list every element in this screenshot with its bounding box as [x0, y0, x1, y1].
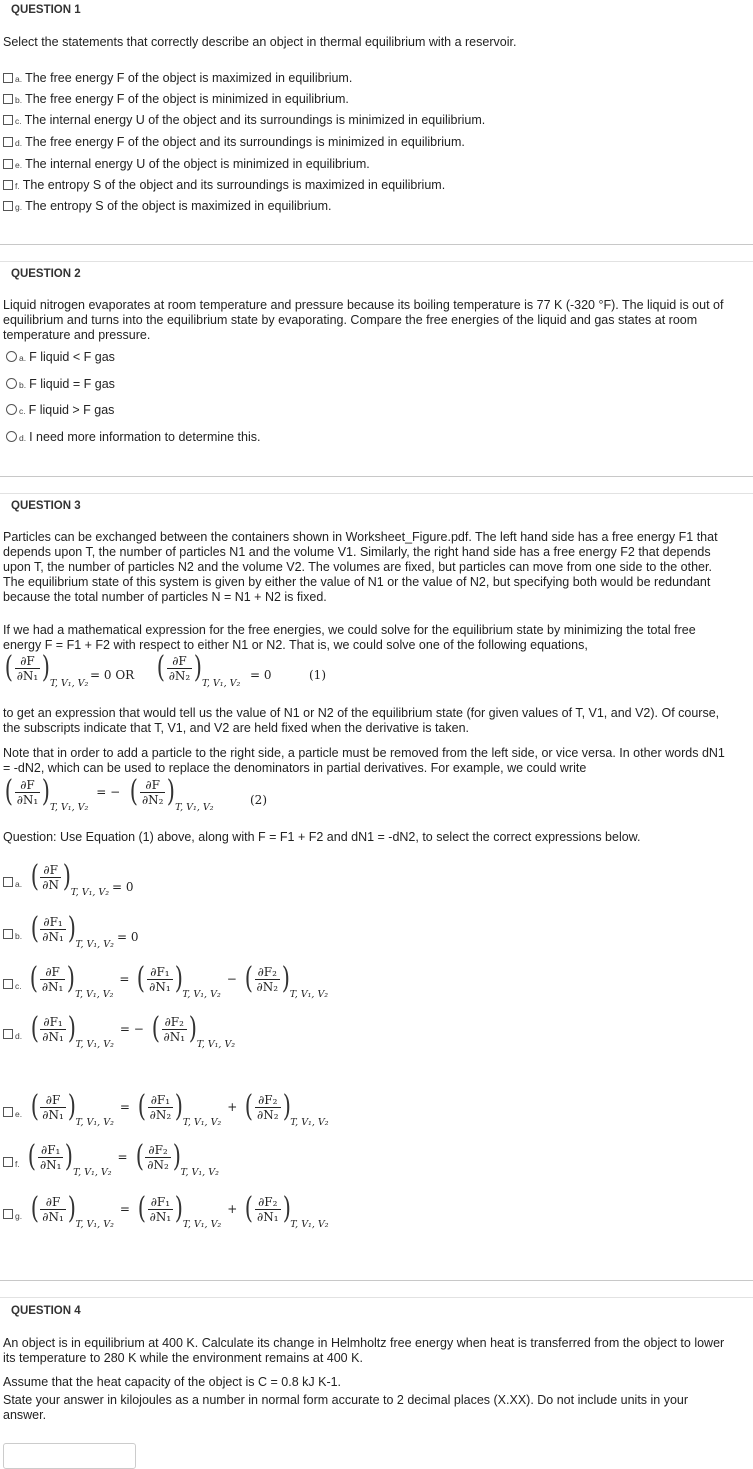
q3-option-e[interactable]: e. ( $\frac{\partial F}{\text{∂N₁}}$ )T, V₁, V₂ = ( $\frac{\text{∂F₁}}{\text{∂N₂}}$ )T, V₁, V₂ + ( $\frac{\text{∂F₂}}{\text{∂N₂}}$ )T, V₁, V₂	[3, 1098, 329, 1114]
radio-button[interactable]	[6, 431, 17, 442]
option-text: The entropy S of the object and its surroundings is maximized in equilibrium.	[22, 178, 446, 192]
checkbox[interactable]	[3, 115, 13, 125]
checkbox[interactable]	[3, 73, 13, 83]
q1-option-g[interactable]	[3, 198, 331, 214]
question-3-title: QUESTION 3	[11, 500, 81, 512]
checkbox[interactable]	[3, 929, 13, 939]
checkbox[interactable]	[3, 159, 13, 169]
option-text: The free energy F of the object is minimized in equilibrium.	[25, 92, 349, 106]
checkbox[interactable]	[3, 180, 13, 190]
question-3-paragraph-3: to get an expression that would tell us the value of N1 or N2 of the equilibrium state (for given values of T, V1, and V2). Of course, the subscripts indicate that T, V1, and V2 are held fixed when the derivative is taken.	[3, 706, 720, 735]
question-2-title: QUESTION 2	[11, 268, 81, 280]
equation-1-right: ( $\frac{\partial F}{\text{∂N₂}}$ )T, V₁, V₂	[156, 650, 241, 689]
question-3-paragraph-2: If we had a mathematical expression for the free energies, we could solve for the equilibrium state by minimizing the total free energy F = F1 + F2 with respect to either N1 or N2. That is, we could solve one of the following equations,	[3, 623, 696, 652]
answer-input[interactable]	[3, 1443, 136, 1469]
option-letter: g.	[15, 202, 23, 212]
q3-option-c[interactable]: c. ( $\frac{\partial F}{\text{∂N₁}}$ )T, V₁, V₂ = ( $\frac{\text{∂F₁}}{\text{∂N₁}}$ )T, V₁, V₂ − ( $\frac{\text{∂F₂}}{\text{∂N₂}}$ )T, V₁, V₂	[3, 970, 328, 986]
option-text: The entropy S of the object is maximized in equilibrium.	[25, 199, 332, 213]
question-2-prompt: Liquid nitrogen evaporates at room temperature and pressure because its boiling temperature is 77 K (-320 °F). The liquid is out of equilibrium and turns into the equilibrium state by evaporating. Compare the free energies of the liquid and gas states at room temperature and pressure.	[3, 298, 724, 342]
question-4-paragraph-3: State your answer in kilojoules as a number in normal form accurate to 2 decimal places (X.XX). Do not include units in your answer.	[3, 1393, 689, 1422]
checkbox[interactable]	[3, 94, 13, 104]
option-letter: e.	[15, 160, 23, 170]
checkbox[interactable]	[3, 877, 13, 887]
radio-button[interactable]	[6, 378, 17, 389]
option-letter: f.	[15, 181, 20, 191]
divider	[0, 1297, 753, 1298]
q1-option-f[interactable]	[3, 177, 445, 193]
divider	[0, 1280, 753, 1281]
option-letter: a.	[15, 74, 23, 84]
q2-option-a[interactable]	[6, 349, 115, 365]
q1-option-c[interactable]	[3, 112, 485, 128]
option-letter: a.	[19, 353, 27, 363]
radio-button[interactable]	[6, 351, 17, 362]
equation-2: ( $\frac{\partial F}{\text{∂N₁}}$ )T, V₁, V₂ = − ( $\frac{\partial F}{\text{∂N₂}}$ )T, V₁, V₂	[4, 774, 214, 813]
option-text: The internal energy U of the object is minimized in equilibrium.	[25, 157, 370, 171]
q3-option-a-rhs: = 0	[112, 880, 134, 894]
equation-1: ( $\frac{\partial F}{\text{∂N₁}}$ )T, V₁, V₂	[4, 650, 89, 689]
equation-1-end: = 0	[250, 668, 272, 682]
option-letter: b.	[19, 380, 27, 390]
checkbox[interactable]	[3, 1107, 13, 1117]
checkbox[interactable]	[3, 201, 13, 211]
q1-option-e[interactable]	[3, 156, 370, 172]
q2-option-b[interactable]	[6, 376, 115, 392]
checkbox[interactable]	[3, 1209, 13, 1219]
equation-1-mid: = 0 OR	[90, 668, 135, 682]
q3-option-g[interactable]: g. ( $\frac{\partial F}{\text{∂N₁}}$ )T, V₁, V₂ = ( $\frac{\text{∂F₁}}{\text{∂N₁}}$ )T, V₁, V₂ + ( $\frac{\text{∂F₂}}{\text{∂N₁}}$ )T, V₁, V₂	[3, 1200, 329, 1216]
divider	[0, 261, 753, 262]
q3-option-a[interactable]: a. ( $\frac{\partial F}{\partial N}$ )T, V₁, V₂	[3, 868, 109, 884]
divider	[0, 493, 753, 494]
q3-option-f[interactable]: f. ( $\frac{\text{∂F₁}}{\text{∂N₁}}$ )T, V₁, V₂ = ( $\frac{\text{∂F₂}}{\text{∂N₂}}$ )T, V₁, V₂	[3, 1148, 219, 1164]
q2-option-d[interactable]	[6, 429, 260, 445]
q2-option-c[interactable]	[6, 402, 114, 418]
question-3-paragraph-4: Note that in order to add a particle to the right side, a particle must be removed from the left side, or vice versa. In other words dN1 = -dN2, which can be used to replace the denominators in partial derivatives. For example, we could write	[3, 746, 725, 775]
option-letter: d.	[19, 433, 27, 443]
option-letter: c.	[19, 406, 26, 416]
option-text: The internal energy U of the object and its surroundings is minimized in equilibrium.	[24, 113, 486, 127]
question-4-paragraph-1: An object is in equilibrium at 400 K. Calculate its change in Helmholtz free energy when heat is transferred from the object to lower its temperature to 280 K while the environment remains at 400 K.	[3, 1336, 725, 1365]
option-text: The free energy F of the object and its surroundings is minimized in equilibrium.	[25, 135, 465, 149]
question-3-paragraph-1: Particles can be exchanged between the containers shown in Worksheet_Figure.pdf. The left hand side has a free energy F1 that depends upon T, the number of particles N1 and the volume V1. Similarly, the right hand side has a free energy F2 that depends upon T, the number of particles N2 and the volume V2. The volumes are fixed, but particles can move from one side to the other. The equilibrium state of this system is given by either the value of N1 or the value of N2, but specifying both would be redundant because the total number of particles N = N1 + N2 is fixed.	[3, 530, 718, 604]
option-text: I need more information to determine this.	[29, 430, 261, 444]
divider	[0, 476, 753, 477]
option-text: F liquid < F gas	[29, 350, 115, 364]
equation-2-number: (2)	[250, 793, 267, 807]
option-letter: c.	[15, 116, 22, 126]
option-text: The free energy F of the object is maximized in equilibrium.	[25, 71, 353, 85]
checkbox[interactable]	[3, 1157, 13, 1167]
question-4-title: QUESTION 4	[11, 1305, 81, 1317]
option-text: F liquid > F gas	[28, 403, 115, 417]
q1-option-b[interactable]	[3, 91, 349, 107]
option-letter: b.	[15, 95, 23, 105]
q3-option-b[interactable]: b. ( $\frac{\text{∂F₁}}{\text{∂N₁}}$ )T, V₁, V₂	[3, 920, 114, 936]
question-3-paragraph-5: Question: Use Equation (1) above, along with F = F1 + F2 and dN1 = -dN2, to select the correct expressions below.	[3, 830, 641, 844]
q1-option-a[interactable]	[3, 70, 352, 86]
checkbox[interactable]	[3, 137, 13, 147]
q3-option-b-rhs: = 0	[117, 930, 139, 944]
q3-option-d[interactable]: d. ( $\frac{\text{∂F₁}}{\text{∂N₁}}$ )T, V₁, V₂ = − ( $\frac{\text{∂F₂}}{\text{∂N₁}}$ )T, V₁, V₂	[3, 1020, 235, 1036]
equation-1-number: (1)	[309, 668, 326, 682]
q1-option-d[interactable]	[3, 134, 465, 150]
radio-button[interactable]	[6, 404, 17, 415]
checkbox[interactable]	[3, 979, 13, 989]
checkbox[interactable]	[3, 1029, 13, 1039]
question-1-title: QUESTION 1	[11, 4, 81, 16]
option-text: F liquid = F gas	[29, 377, 115, 391]
question-1-prompt: Select the statements that correctly describe an object in thermal equilibrium with a reservoir.	[3, 35, 517, 49]
divider	[0, 244, 753, 245]
option-letter: d.	[15, 138, 23, 148]
question-4-paragraph-2: Assume that the heat capacity of the object is C = 0.8 kJ K-1.	[3, 1375, 342, 1389]
